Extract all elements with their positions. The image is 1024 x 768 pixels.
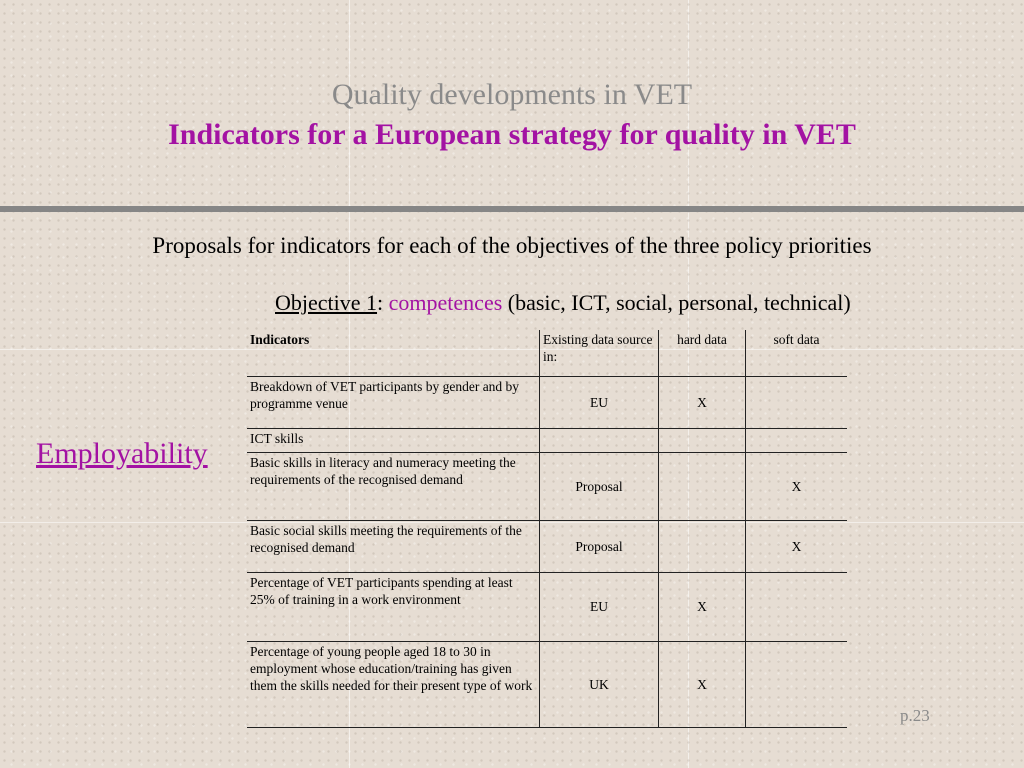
indicator-cell: Basic social skills meeting the requirements of the recognised demand <box>250 522 522 555</box>
indicator-cell: Percentage of VET participants spending at least 25% of training in a work environment <box>250 574 513 607</box>
soft-data-cell: X <box>746 452 848 520</box>
slide-title-line2: Indicators for a European strategy for quality in VET <box>168 118 856 151</box>
header-indicators: Indicators <box>250 332 310 347</box>
hard-data-cell <box>659 452 746 520</box>
indicator-cell: Percentage of young people aged 18 to 30 in employment whose education/training has given them the skills needed for their present type of work <box>250 643 533 693</box>
objective-highlight: competences <box>388 290 503 315</box>
objective-colon: : <box>377 290 384 315</box>
hard-data-cell: X <box>659 641 746 727</box>
soft-data-cell <box>746 572 848 641</box>
indicator-cell: Basic skills in literacy and numeracy meeting the requirements of the recognised demand <box>250 454 516 487</box>
table-row <box>247 572 847 641</box>
indicators-table <box>247 330 847 728</box>
page-number: p.23 <box>900 706 930 725</box>
soft-data-cell <box>746 428 848 452</box>
soft-data-cell <box>746 376 848 428</box>
source-cell: EU <box>540 572 659 641</box>
slide-title-line1: Quality developments in VET <box>331 78 693 111</box>
subtitle: Proposals for indicators for each of the objectives of the three policy priorities <box>152 233 872 258</box>
header-source: Existing data source in: <box>540 330 659 376</box>
objective-label: Objective 1 <box>275 290 378 315</box>
hard-data-cell: X <box>659 376 746 428</box>
header-hard-data: hard data <box>659 330 746 376</box>
indicator-cell: Breakdown of VET participants by gender and by programme venue <box>250 378 520 411</box>
table-header-row <box>247 330 847 376</box>
hard-data-cell <box>659 520 746 572</box>
objective-rest: (basic, ICT, social, personal, technical) <box>507 290 851 315</box>
table-row <box>247 520 847 572</box>
title-divider <box>0 206 1024 212</box>
table-row <box>247 428 847 452</box>
hard-data-cell: X <box>659 572 746 641</box>
indicator-cell: ICT skills <box>250 430 304 446</box>
source-cell: Proposal <box>540 452 659 520</box>
table-row <box>247 641 847 727</box>
source-cell: UK <box>540 641 659 727</box>
table-row <box>247 376 847 428</box>
table-row <box>247 452 847 520</box>
employability-link[interactable]: Employability <box>36 437 208 470</box>
soft-data-cell <box>746 641 848 727</box>
objective-heading <box>275 289 851 317</box>
header-soft-data: soft data <box>746 330 848 376</box>
source-cell: EU <box>540 376 659 428</box>
source-cell <box>540 428 659 452</box>
soft-data-cell: X <box>746 520 848 572</box>
hard-data-cell <box>659 428 746 452</box>
source-cell: Proposal <box>540 520 659 572</box>
